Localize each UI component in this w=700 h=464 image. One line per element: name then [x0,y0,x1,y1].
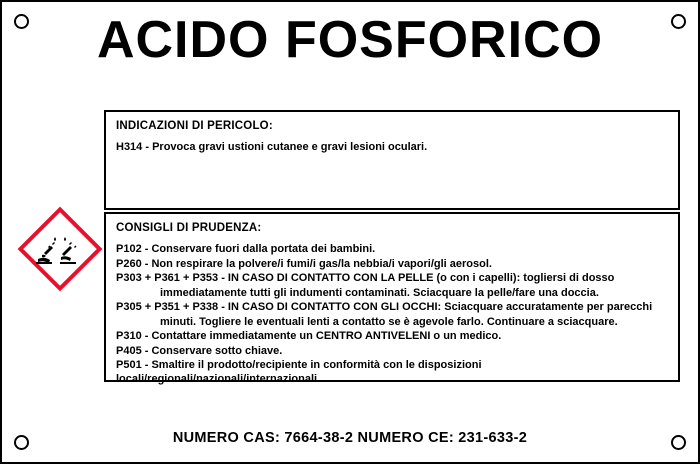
precautionary-statements-panel [104,212,680,385]
cas-ce-number: NUMERO CAS: 7664-38-2 NUMERO CE: 231-633-2 [172,430,528,446]
precaution-statement-continued: minuti. Togliere le eventuali lenti a contatto se è agevole farlo. Continuare a sciacquare. [160,315,618,328]
ghs-corrosion-icon [24,213,96,285]
precaution-statement: P303 + P361 + P353 - IN CASO DI CONTATTO CON LA PELLE (o con i capelli): togliersi di dosso [116,272,615,284]
precaution-panel-heading: CONSIGLI DI PRUDENZA: [116,222,262,234]
precaution-statement-continued: immediatamente tutti gli indumenti contaminati. Sciacquare la pelle/fare una doccia. [160,286,599,299]
hazard-statements-panel [104,110,680,210]
precaution-statement: P260 - Non respirare la polvere/i fumi/i gas/la nebbia/i vapori/gli aerosol. [116,257,492,270]
page-title: ACIDO FOSFORICO [96,11,604,69]
precaution-statement: P501 - Smaltire il prodotto/recipiente in conformità con le disposizioni locali/regionali/nazionali/internazionali. [116,359,485,385]
hazard-panel-heading: INDICAZIONI DI PERICOLO: [116,120,273,132]
precaution-statement: P405 - Conservare sotto chiave. [116,344,283,357]
precaution-statement: P102 - Conservare fuori dalla portata dei bambini. [116,243,376,255]
precaution-statement: P310 - Contattare immediatamente un CENTRO ANTIVELENI o un medico. [116,330,502,342]
hazard-statement: H314 - Provoca gravi ustioni cutanee e gravi lesioni oculari. [116,141,428,153]
precaution-statement: P305 + P351 + P338 - IN CASO DI CONTATTO CON GLI OCCHI: Sciacquare accuratamente per parecchi [116,301,653,313]
